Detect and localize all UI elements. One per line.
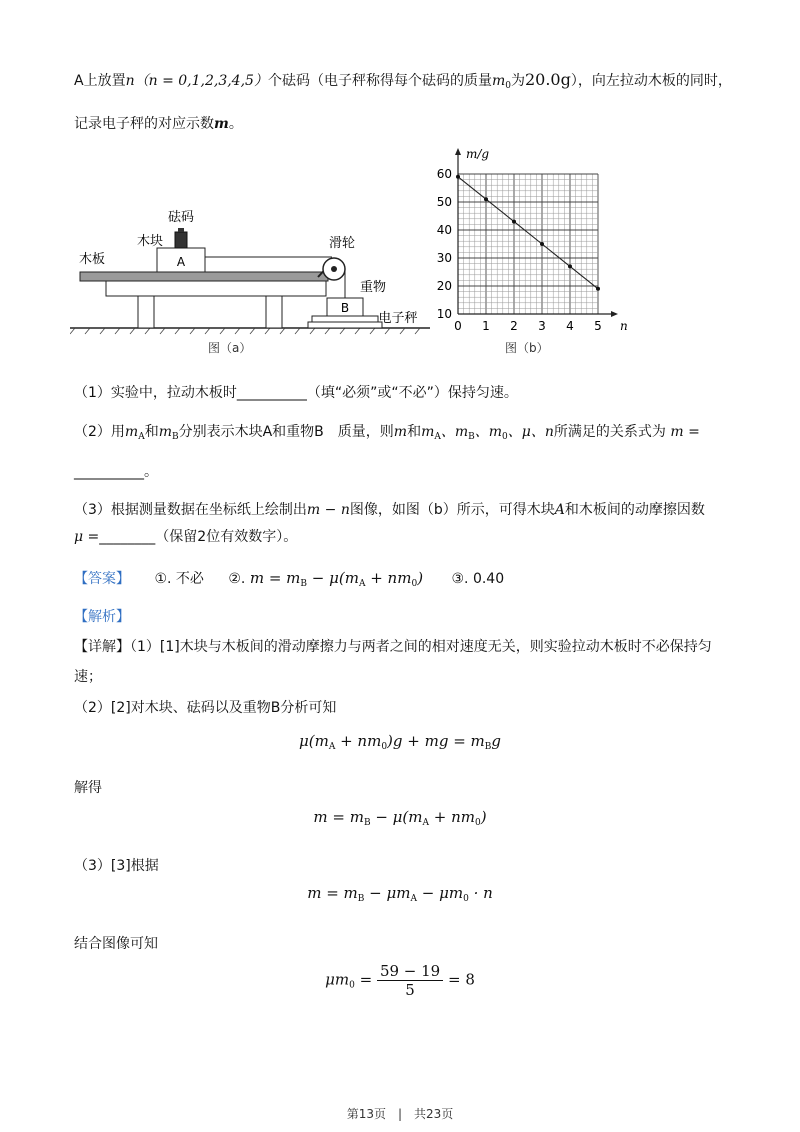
x-tick-label: 0 xyxy=(454,319,462,333)
figure-a-apparatus xyxy=(70,195,430,335)
equation-4: $\mu m_0$ = $\frac{59 - 19}{5}$ = 8 xyxy=(325,962,475,999)
intro-line-1 xyxy=(74,70,740,96)
analysis-label: 【解析】 xyxy=(74,609,130,625)
fraction xyxy=(377,962,443,999)
answer-label: 【答案】 xyxy=(74,571,130,587)
label-pulley: 滑轮 xyxy=(328,236,356,251)
caption-figure-a: 图（a） xyxy=(208,341,252,355)
label-weights: 砝码 xyxy=(167,210,195,225)
y-tick-label: 30 xyxy=(436,251,452,265)
x-axis-arrow xyxy=(611,311,618,317)
n-range: （n = 0,1,2,3,4,5） xyxy=(134,73,268,89)
analysis-p1 xyxy=(74,637,740,657)
question-2: （2）用$m_A$和$m_B$分别表示木块A和重物B 质量，则m和$m_A$、$m_B$、$m_0$、μ、n所满足的关系式为 m = xyxy=(74,424,700,442)
q3-text: 和木板间的动摩擦因数 xyxy=(564,502,705,518)
answer-line: 【答案】 ①. 不必 ②. $m = m_B - \mu(m_A + nm_0)$ ③. 0.40 xyxy=(74,569,505,589)
q2-text: 所满足的关系式为 xyxy=(553,424,666,440)
intro-line-2 xyxy=(74,114,740,134)
q3-text: 图像，如图（b）所示，可得木块 xyxy=(349,502,555,518)
y-axis-label: m/g xyxy=(466,147,490,161)
equation-2: $m = m_B - \mu(m_A + nm_0)$ xyxy=(313,808,487,828)
q3-text: （3）根据测量数据在坐标纸上绘制出 xyxy=(74,502,307,518)
figure-b-chart xyxy=(430,140,640,340)
equation-3: $m = m_B - \mu m_A - \mu m_0 \cdot n$ xyxy=(307,884,493,904)
q2-text: 和 xyxy=(407,424,422,440)
q3-text: ________（保留2位有效数字）。 xyxy=(99,529,298,545)
answer-1: ①. 不必 xyxy=(154,571,204,587)
x-axis-label: n xyxy=(620,319,628,333)
analysis-p2: （2）[2]对木块、砝码以及重物B分析可知 xyxy=(74,700,337,716)
var-n: n xyxy=(125,73,135,89)
label-block: 木块 xyxy=(136,234,164,249)
y-axis-arrow xyxy=(455,148,461,155)
analysis-p3: （3）[3]根据 xyxy=(74,858,159,874)
answer-3: ③. 0.40 xyxy=(451,571,505,587)
data-point xyxy=(512,220,516,224)
y-tick-label: 20 xyxy=(436,279,452,293)
intro-text: 。 xyxy=(228,116,243,132)
intro-text: A上放置 xyxy=(74,73,126,89)
data-point xyxy=(456,175,460,179)
x-tick-label: 5 xyxy=(594,319,602,333)
x-tick-label: 3 xyxy=(538,319,546,333)
x-tick-label: 4 xyxy=(566,319,574,333)
page-footer: 第13页 | 共23页 xyxy=(346,1107,454,1121)
equation-1: $\mu(m_A + nm_0)g$ + mg = $m_Bg$ xyxy=(298,732,501,752)
y-tick-label: 60 xyxy=(436,167,452,181)
question-3: （3）根据测量数据在坐标纸上绘制出m − n图像，如图（b）所示，可得木块A和木板间的动摩擦因数 xyxy=(74,502,705,518)
label-a: A xyxy=(176,255,186,269)
x-tick-label: 2 xyxy=(510,319,518,333)
q2-text: 和 xyxy=(144,424,159,440)
intro-text: 记录电子秤的对应示数 xyxy=(74,116,214,132)
combine-label: 结合图像可知 xyxy=(74,936,158,952)
analysis-p1b: 速； xyxy=(74,669,102,685)
var-m: m xyxy=(491,73,506,89)
q2-text: （2）用 xyxy=(74,424,125,440)
frac-num: 59 − 19 xyxy=(377,962,443,981)
question-2-tail: __________。 xyxy=(74,464,158,480)
data-point xyxy=(484,197,488,201)
q2-text: 分别表示木块A和重物B 质量，则 xyxy=(178,424,394,440)
solve-label: 解得 xyxy=(74,780,102,796)
y-tick-label: 40 xyxy=(436,223,452,237)
label-heavy: 重物 xyxy=(359,280,387,295)
mass-value: 20.0g xyxy=(524,70,571,89)
intro-text: 个砝码（电子秤称得每个砝码的质量 xyxy=(267,73,492,89)
data-point xyxy=(540,242,544,246)
detail-label: 【详解】 xyxy=(74,639,130,655)
frac-den: 5 xyxy=(405,981,415,999)
var-m: m xyxy=(214,116,229,132)
x-tick-label: 1 xyxy=(482,319,490,333)
answer-2-prefix: ②. xyxy=(228,571,246,587)
data-point xyxy=(568,264,572,268)
subscript: 0 xyxy=(505,81,511,91)
y-tick-label: 10 xyxy=(436,307,452,321)
analysis-text: （1）[1]木块与木板间的滑动摩擦力与两者之间的相对速度无关，则实验拉动木板时不必保持匀 xyxy=(130,639,712,655)
caption-figure-b: 图（b） xyxy=(505,341,549,355)
label-board: 木板 xyxy=(78,252,106,267)
label-b: B xyxy=(340,301,350,315)
question-1: （1）实验中，拉动木板时__________（填“必须”或“不必”）保持匀速。 xyxy=(74,385,518,401)
intro-text: ），向左拉动木板的同时， xyxy=(570,73,732,89)
frac-result: = 8 xyxy=(448,970,475,989)
series-line xyxy=(458,177,598,289)
label-scale: 电子秤 xyxy=(378,311,418,326)
var-m0 xyxy=(492,73,511,89)
y-tick-label: 50 xyxy=(436,195,452,209)
question-3-tail: μ =________（保留2位有效数字）。 xyxy=(74,529,298,545)
intro-text: 为 xyxy=(510,73,525,89)
data-point xyxy=(596,287,600,291)
